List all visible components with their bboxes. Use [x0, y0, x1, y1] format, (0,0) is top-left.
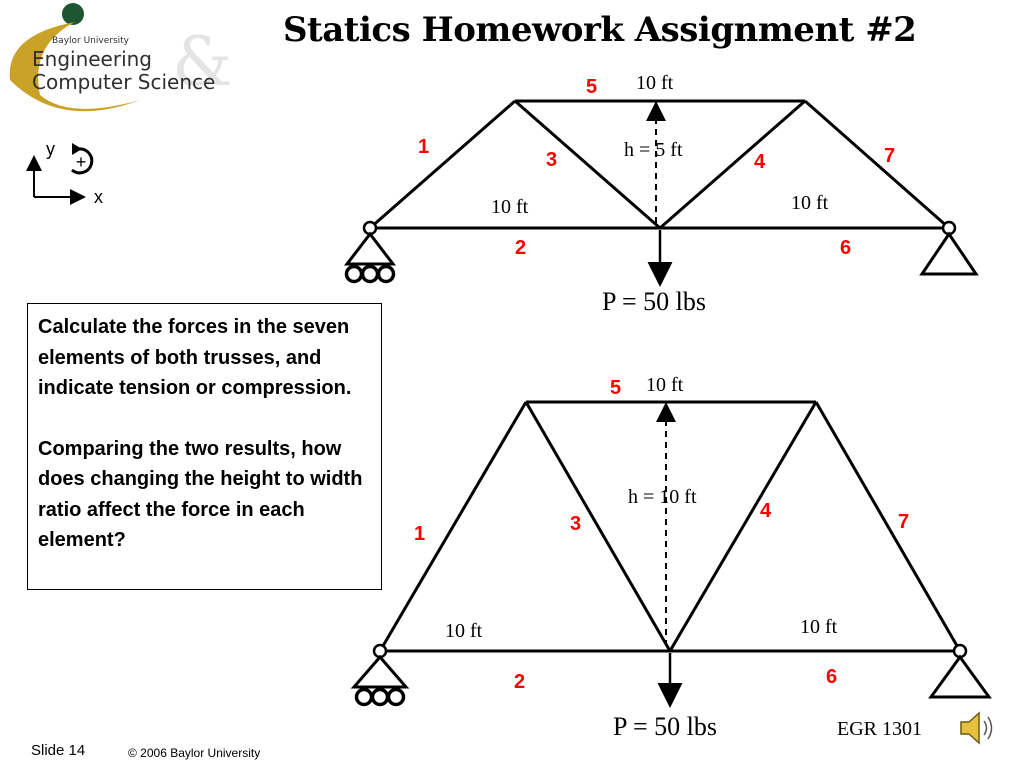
truss-top-height-label: h = 5 ft [624, 139, 683, 161]
truss-bottom-label-1: 1 [414, 523, 426, 545]
logo-engineering: Engineering [32, 47, 152, 71]
truss-bottom-pin-support-icon [931, 657, 989, 697]
x-axis-label: x [94, 187, 103, 207]
instructions-paragraph-2: Comparing the two results, how does changing the height to width ratio affect the force in each element? [38, 437, 363, 551]
truss-top-label-5: 5 [586, 76, 598, 98]
slide-title: Statics Homework Assignment #2 [283, 10, 917, 50]
truss-bottom-label-5: 5 [610, 377, 622, 399]
truss-bottom-member-7 [816, 402, 960, 651]
course-label: EGR 1301 [837, 718, 922, 740]
truss-top-label-7: 7 [884, 145, 896, 167]
logo-ampersand: & [172, 23, 233, 102]
copyright: © 2006 Baylor University [128, 746, 261, 760]
truss-bottom [330, 370, 1010, 750]
speaker-icon[interactable] [957, 708, 997, 753]
truss-bottom-roller-support-icon [354, 657, 406, 705]
truss-top [330, 60, 1010, 320]
coordinate-system [20, 135, 120, 210]
truss-top-member-3 [515, 101, 660, 228]
truss-top-label-3: 3 [546, 149, 558, 171]
truss-top-label-4: 4 [754, 151, 766, 173]
truss-bottom-load-label: P = 50 lbs [613, 712, 717, 741]
truss-bottom-label-6: 6 [826, 666, 838, 688]
truss-top-member-4 [660, 101, 805, 228]
truss-bottom-label-3: 3 [570, 513, 582, 535]
truss-top-roller-support-icon [347, 234, 394, 282]
logo-computer-science: Computer Science [32, 70, 216, 94]
truss-bottom-label-2: 2 [514, 671, 526, 693]
truss-bottom-member-3 [526, 402, 670, 651]
truss-top-top-span: 10 ft [636, 72, 674, 94]
truss-bottom-height-label: h = 10 ft [628, 486, 697, 508]
truss-bottom-member-4 [670, 402, 816, 651]
truss-bottom-label-4: 4 [760, 500, 772, 522]
rotation-label: + [75, 152, 87, 172]
logo-university: Baylor University [52, 36, 129, 46]
truss-bottom-top-span: 10 ft [646, 374, 684, 396]
instructions-box [27, 303, 382, 590]
truss-bottom-right-span: 10 ft [800, 616, 838, 638]
instructions-paragraph-1: Calculate the forces in the seven elements of both trusses, and indicate tension or compression. [38, 316, 352, 399]
logo-dot-icon [62, 3, 84, 25]
y-axis-label: y [46, 139, 55, 159]
truss-bottom-left-span: 10 ft [445, 620, 483, 642]
truss-top-label-6: 6 [840, 237, 852, 259]
truss-top-left-span: 10 ft [491, 196, 529, 218]
truss-bottom-member-1 [380, 402, 526, 651]
truss-bottom-label-7: 7 [898, 511, 910, 533]
truss-top-pin-support-icon [922, 234, 976, 274]
truss-top-right-span: 10 ft [791, 192, 829, 214]
truss-top-label-1: 1 [418, 136, 430, 158]
truss-top-load-label: P = 50 lbs [602, 287, 706, 316]
slide-number: Slide 14 [31, 742, 86, 759]
truss-top-label-2: 2 [515, 237, 527, 259]
